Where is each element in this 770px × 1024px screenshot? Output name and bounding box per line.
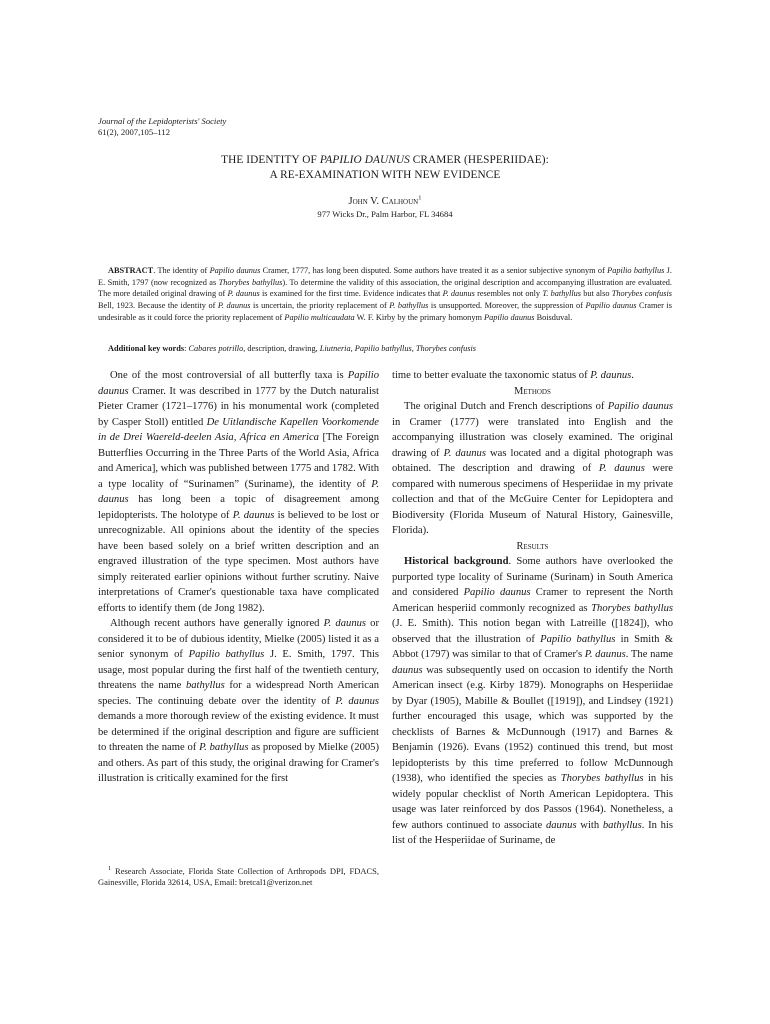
- italic-term: bathyllus: [602, 819, 642, 831]
- italic-term: Thorybes bathyllus: [218, 277, 283, 287]
- italic-term: daunus: [545, 819, 577, 831]
- italic-term: Thorybes bathyllus: [560, 773, 644, 784]
- italic-term: P. bathyllus: [389, 301, 429, 311]
- italic-term: daunus: [392, 664, 423, 676]
- keywords-label: Additional key words: [108, 344, 185, 353]
- title-line-2: A RE-EXAMINATION WITH NEW EVIDENCE: [269, 169, 501, 181]
- results-paragraph: Historical background. Some authors have overlooked the purported type locality of Suriname (Surinam) in South America and considered Papilio daunus Cramer to represent the North American hesperiid commonly recognized as Thorybes bathyllus (J. E. Smith). This notion began with Latreille ([1824]), who observed that the illustration of Papilio bathyllus in Smith & Abbot (1797) was similar to that of Cramer's P. daunus. The name daunus was subsequently used on occasion to identify the North American insect (e.g. Kirby 1879). Monographs on Hesperiidae by Dyar (1905), Mabille & Boullet ([1919]), and Lindsey (1921) further encouraged this usage, which was supported by the checklists of Barnes & McDunnough (1917) and Barnes & Benjamin (1926). Evans (1952) continued this trend, but most lepidopterists by this time preferred to follow McDunnough (1938), who identified the species as Thorybes bathyllus in his widely popular checklist of North American Lepidoptera. This usage was later reinforced by dos Passos (1964). Nonetheless, a few authors continued to associate daunus with bathyllus. In his list of the Hesperiidae of Suriname, de: [392, 556, 674, 846]
- italic-term: P. bathyllus: [199, 742, 249, 753]
- author-text: John V. Calhoun: [348, 196, 419, 207]
- footnote-text: Research Associate, Florida State Collection of Arthropods DPI, FDACS, Gainesville, Florida 32614, USA, Email: bretcal1@verizon.net: [98, 866, 379, 888]
- italic-term: P. daunus: [323, 618, 367, 629]
- italic-term: P. daunus: [598, 463, 645, 474]
- abstract-text: ABSTRACT. The identity of Papilio daunus Cramer, 1777, has long been disputed. Some authors have treated it as a senior subjective synonym of Papilio bathyllus J. E. Smith, 1797 (now recognized as Thorybes bathyllus). To determine the validity of this association, the original description and accompanying illustration are evaluated. The more detailed original drawing of P. daunus is examined for the first time. Evidence indicates that P. daunus resembles not only T. bathyllus but also Thorybes confusis Bell, 1923. Because the identity of P. daunus is uncertain, the priority replacement of P. bathyllus is unsupported. Moreover, the suppression of Papilio daunus Cramer is undesirable as it could force the priority replacement of Papilio multicaudata W. F. Kirby by the primary homonym Papilio daunus Boisduval.: [98, 266, 673, 322]
- author-footnote-marker: 1: [418, 194, 422, 202]
- italic-term: Thorybes confusis: [611, 289, 673, 299]
- italic-term: P. daunus: [98, 478, 379, 505]
- methods-paragraph: The original Dutch and French descriptions of Papilio daunus in Cramer (1777) were translated into English and the accompanying illustration was closely examined. The original drawing of P. daunus was located and a digital photograph was obtained. The description and drawing of P. daunus were compared with numerous specimens of Hesperiidae in my private collection and that of the McGuire Center for Lepidoptera and Biodiversity (Florida Museum of Natural History, Gainesville, Florida).: [392, 401, 674, 536]
- journal-volume: 61(2), 2007,105–112: [98, 127, 171, 137]
- methods-heading: Methods: [514, 385, 551, 397]
- italic-term: Liutneria, Papilio bathyllus, Thorybes confusis: [319, 344, 477, 353]
- keywords: Additional key words: Cabares potrillo, description, drawing, Liutneria, Papilio bathyllus, Thorybes confusis: [108, 344, 477, 353]
- italic-term: Papilio daunus: [585, 301, 637, 311]
- author-name: [98, 195, 672, 208]
- italic-term: Papilio daunus: [98, 370, 379, 397]
- italic-term: Cabares potrillo: [188, 344, 244, 353]
- title-text: THE IDENTITY OF: [221, 154, 320, 166]
- right-column: [392, 368, 673, 849]
- italic-term: Papilio bathyllus: [188, 649, 265, 660]
- italic-term: T. bathyllus: [542, 289, 582, 299]
- italic-term: P. daunus: [584, 649, 626, 660]
- italic-term: P. daunus: [232, 509, 275, 521]
- italic-term: Thorybes bathyllus: [591, 602, 673, 614]
- journal-citation: [98, 116, 226, 138]
- body-paragraph: One of the most controversial of all butterfly taxa is Papilio daunus Cramer. It was described in 1777 by the Dutch naturalist Pieter Cramer (1721–1776) in his monumental work (completed by Casper Stoll) entitled De Uitlandische Kapellen Voorkomende in de Drei Waereld-deelen Asia, Africa en America [The Foreign Butterflies Occurring in the Three Parts of the World Asia, Africa and America], which was published between 1775 and 1782. With a type locality of “Surinamen” (Suriname), the identity of P. daunus has long been a topic of disagreement among lepidopterists. The holotype of P. daunus is believed to be lost or unrecognizable. All opinions about the identity of the species have been based solely on a brief written description and an engraved illustration of the type specimen. Most authors have simply reiterated earlier opinions without further scrutiny. Naive interpretations of Cramer's questionable taxa have complicated efforts to identify them (de Jong 1982).: [98, 370, 380, 614]
- italic-term: De Uitlandische Kapellen Voorkomende in de Drei Waereld-deelen Asia, Africa en America: [98, 416, 379, 443]
- footnote-marker: 1: [108, 865, 112, 873]
- italic-term: P. daunus: [227, 289, 260, 299]
- italic-term: Papilio daunus: [484, 312, 535, 322]
- italic-term: Papilio bathyllus: [540, 633, 616, 645]
- italic-term: bathyllus: [185, 680, 225, 691]
- title-taxon: PAPILIO DAUNUS: [319, 154, 410, 166]
- italic-term: Papilio bathyllus: [607, 266, 665, 275]
- body-paragraph-continued: time to better evaluate the taxonomic status of P. daunus.: [392, 370, 634, 381]
- italic-term: Papilio multicaudata: [284, 312, 355, 322]
- left-column: [98, 368, 379, 787]
- italic-term: P. daunus: [443, 447, 486, 459]
- title-line-1: [98, 153, 672, 168]
- author-address: 977 Wicks Dr., Palm Harbor, FL 34684: [317, 209, 453, 219]
- body-paragraph: Although recent authors have generally ignored P. daunus or considered it to be of dubious identity, Mielke (2005) listed it as a senior synonym of Papilio bathyllus J. E. Smith, 1797. This usage, most popular during the first half of the twentieth century, threatens the name bathyllus for a widespread North American species. The continuing debate over the identity of P. daunus demands a more thorough review of the existing evidence. It must be determined if the original description and figure are sufficient to threaten the name of P. bathyllus as proposed by Mielke (2005) and others. As part of this study, the original drawing for Cramer's illustration is critically examined for the first: [98, 618, 380, 784]
- italic-term: Papilio daunus: [209, 266, 261, 275]
- results-subheading: Historical background: [404, 556, 509, 567]
- italic-term: P. daunus: [217, 301, 251, 311]
- italic-term: Papilio daunus: [607, 401, 673, 412]
- abstract-label: ABSTRACT: [108, 266, 154, 275]
- title-text: CRAMER (HESPERIIDAE):: [409, 154, 549, 166]
- italic-term: Papilio daunus: [463, 587, 531, 598]
- article-title: [98, 153, 672, 183]
- journal-name: Journal of the Lepidopterists' Society: [98, 116, 227, 126]
- italic-term: P. daunus: [442, 289, 475, 299]
- author-footnote: [98, 866, 379, 888]
- abstract: [98, 265, 672, 324]
- results-heading: Results: [516, 540, 549, 552]
- italic-term: P. daunus: [335, 695, 379, 707]
- italic-term: P. daunus: [590, 370, 632, 381]
